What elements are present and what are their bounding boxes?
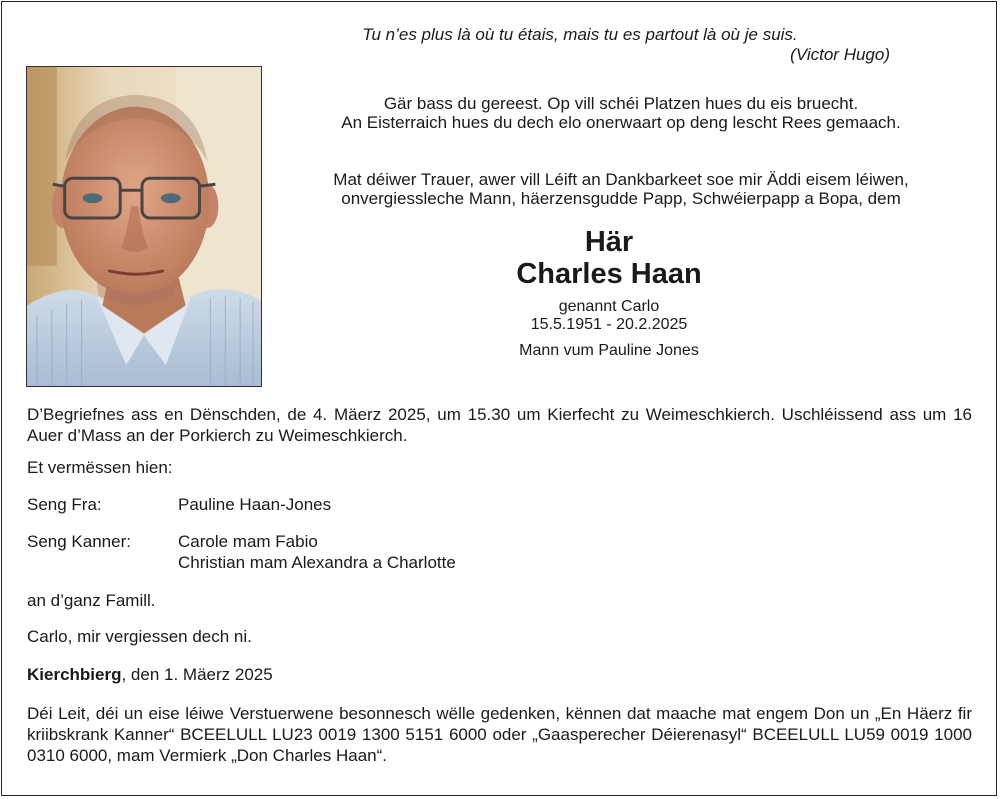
- wife-name: Pauline Haan-Jones: [178, 495, 332, 514]
- farewell-line: Carlo, mir vergiessen dech ni.: [27, 627, 252, 646]
- deceased-nickname: genannt Carlo: [558, 298, 660, 315]
- children-row: [27, 531, 456, 573]
- family-line: an d’ganz Famill.: [27, 591, 156, 610]
- deceased-details: [256, 298, 962, 360]
- wife-label: Seng Fra:: [27, 495, 102, 514]
- deceased-dates: 15.5.1951 - 20.2.2025: [530, 316, 688, 333]
- quote-text: Tu n’es plus là où tu étais, mais tu es partout là où je suis.: [362, 25, 798, 44]
- deceased-name: Charles Haan: [516, 258, 702, 290]
- notice-date: , den 1. Mäerz 2025: [121, 665, 273, 684]
- mourning-block: [268, 170, 974, 208]
- donation-info: Déi Leit, déi un eise léiwe Verstuerwene besonnesch wëlle gedenken, kënnen dat maache mat engem Don un „En Häerz fir kriibskrank Kanner“ BCEELULL LU23 0019 1300 5151 6000 oder „Gaasperecher Déierenasyl“ BCEELULL LU59 0019 1000 0310 6000, mam Vermierk „Don Charles Haan“.: [27, 704, 972, 765]
- child-1: Carole mam Fabio: [178, 532, 318, 551]
- funeral-info: D’Begriefnes ass en Dënschden, de 4. Mäerz 2025, um 15.30 um Kierfecht zu Weimeschkierch. Uschléissend ass um 16 Auer d’Mass an der Porkierch zu Weimeschkierch.: [27, 405, 972, 445]
- children-list: [178, 531, 456, 573]
- intro-line-1: Gär bass du gereest. Op vill schéi Platzen hues du eis bruecht.: [383, 94, 859, 113]
- intro-line-4: onvergiessleche Mann, häerzensgudde Papp, Schwéierpapp a Bopa, dem: [341, 189, 901, 208]
- deceased-spouse: Mann vum Pauline Jones: [519, 342, 699, 359]
- child-2: Christian mam Alexandra a Charlotte: [178, 553, 456, 572]
- intro-block: [268, 94, 974, 132]
- place-date: [27, 664, 273, 685]
- wife-row: [27, 494, 331, 515]
- deceased-prefix: Här: [584, 226, 634, 258]
- deceased-name-block: [256, 226, 962, 290]
- mourners-heading: Et vermëssen hien:: [27, 458, 173, 477]
- intro-line-3: Mat déiwer Trauer, awer vill Léift an Dankbarkeet soe mir Äddi eisem léiwen,: [333, 170, 909, 189]
- portrait-image: [27, 67, 261, 386]
- place-name: Kierchbierg: [27, 665, 122, 684]
- children-label: Seng Kanner:: [27, 532, 131, 551]
- intro-line-2: An Eisterraich hues du dech elo onerwaart op deng lescht Rees gemaach.: [341, 113, 901, 132]
- quote-author: (Victor Hugo): [790, 45, 890, 64]
- portrait-photo: [26, 66, 262, 387]
